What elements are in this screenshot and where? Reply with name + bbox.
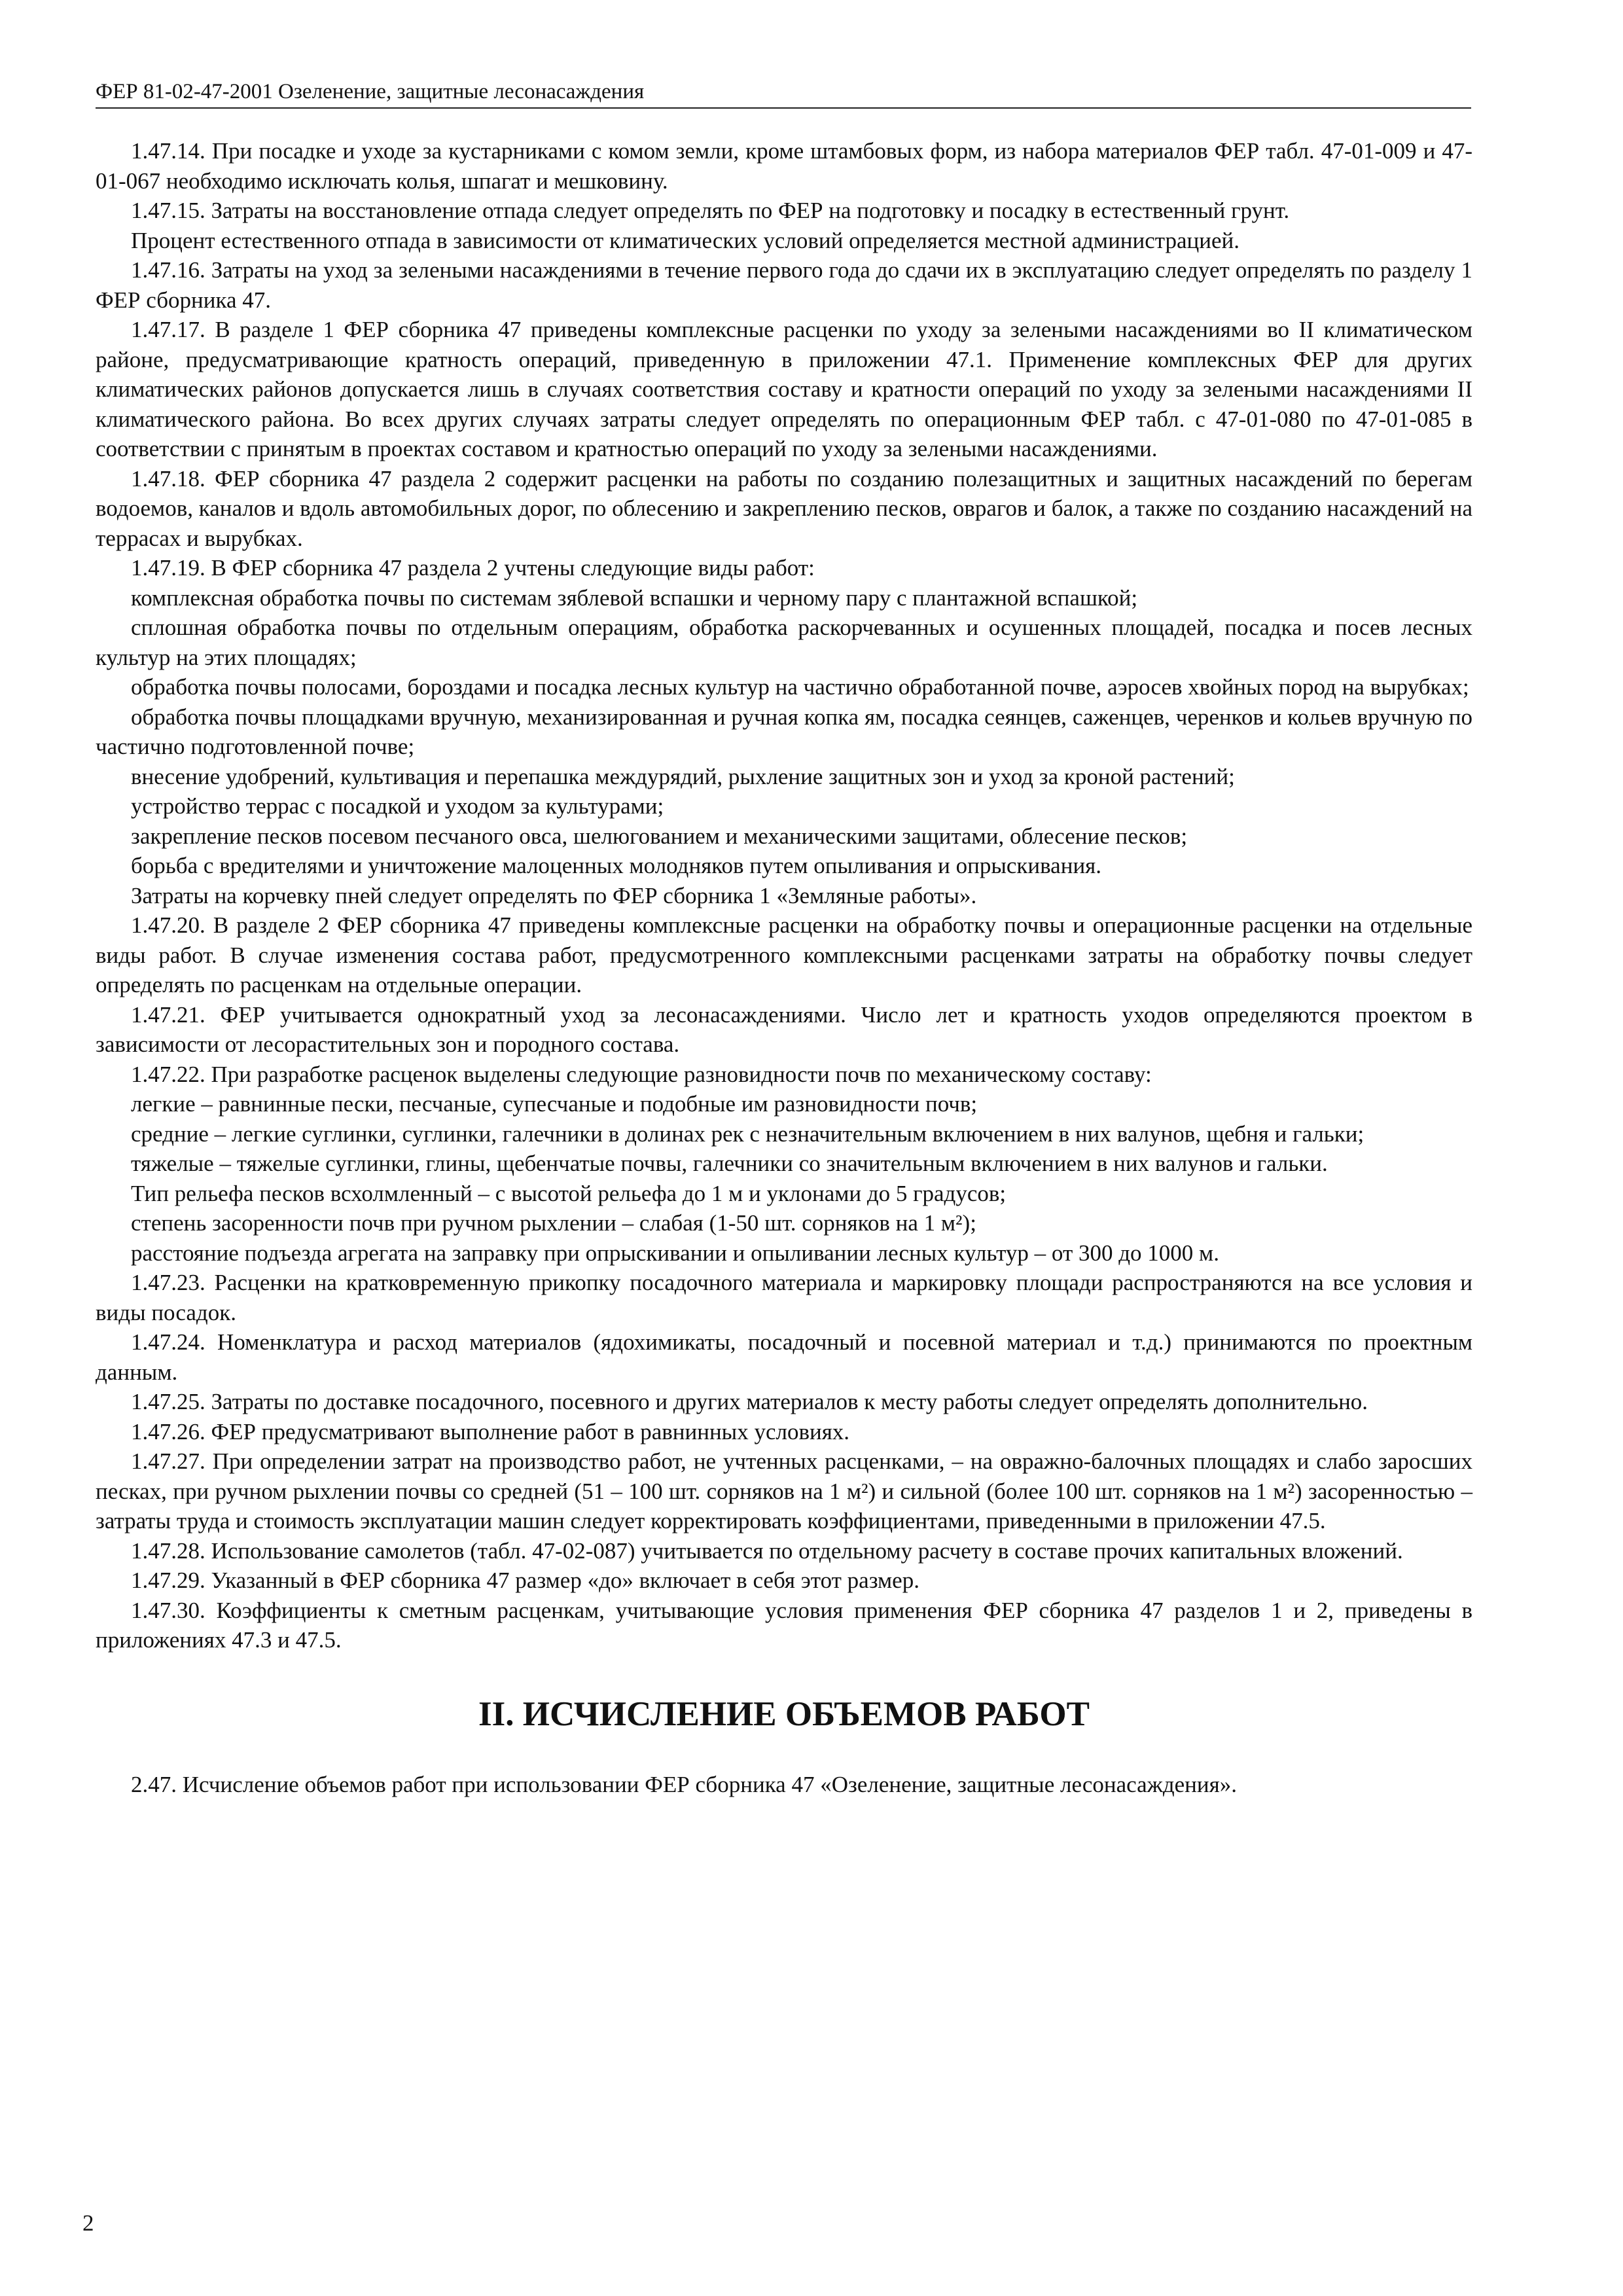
paragraph: 1.47.14. При посадке и уходе за кустарниками с комом земли, кроме штамбовых форм, из набора материалов ФЕР табл. 47-01-009 и 47-01-067 необходимо исключать колья, шпагат и мешковину.: [96, 138, 1472, 194]
paragraph: легкие – равнинные пески, песчаные, супесчаные и подобные им разновидности почв;: [131, 1091, 978, 1117]
page-number: 2: [82, 2210, 94, 2236]
paragraph: степень засоренности почв при ручном рыхлении – слабая (1-50 шт. сорняков на 1 м²);: [131, 1210, 976, 1236]
paragraph: 1.47.21. ФЕР учитывается однократный уход за лесонасаждениями. Число лет и кратность уходов определяются проектом в зависимости от лесорастительных зон и породного состава.: [96, 1001, 1472, 1057]
paragraph: 1.47.29. Указанный в ФЕР сборника 47 размер «до» включает в себя этот размер.: [131, 1568, 919, 1593]
paragraph: 1.47.23. Расценки на кратковременную прикопку посадочного материала и маркировку площади распространяются на все условия и виды посадок.: [96, 1270, 1472, 1325]
paragraph: 1.47.18. ФЕР сборника 47 раздела 2 содержит расценки на работы по созданию полезащитных и защитных насаждений по берегам водоемов, каналов и вдоль автомобильных дорог, по облесению и закреплению песков, оврагов и балок, а также по созданию насаждений на террасах и вырубках.: [96, 465, 1472, 551]
paragraph: расстояние подъезда агрегата на заправку при опрыскивании и опыливании лесных культур – от 300 до 1000 м.: [131, 1240, 1219, 1266]
page-header: ФЕР 81-02-47-2001 Озеленение, защитные лесонасаждения: [96, 77, 1471, 109]
paragraph: Затраты на корчевку пней следует определять по ФЕР сборника 1 «Земляные работы».: [131, 882, 977, 908]
paragraph: обработка почвы полосами, бороздами и посадка лесных культур на частично обработанной почве, аэросев хвойных пород на вырубках;: [131, 674, 1469, 700]
section-title: II. ИСЧИСЛЕНИЕ ОБЪЕМОВ РАБОТ: [478, 1695, 1090, 1733]
paragraph: 1.47.27. При определении затрат на производство работ, не учтенных расценками, – на овражно-балочных площадях и слабо заросших песках, при ручном рыхлении почвы со средней (51 – 100 шт. сорняков на 1 м²) и сильной (более 100 шт. сорняков на 1 м²) засоренностью –затраты труда и стоимость эксплуатации машин следует корректировать коэффициентами, приведенными в приложении 47.5.: [96, 1448, 1472, 1534]
paragraph: 1.47.17. В разделе 1 ФЕР сборника 47 приведены комплексные расценки по уходу за зелеными насаждениями во II климатическом районе, предусматривающие кратность операций, приведенную в приложении 47.1. Применение комплексных ФЕР для других климатических районов допускается лишь в случаях соответствия составу и кратности операций по уходу за зелеными насаждениями II климатического района. Во всех других случаях затраты следует определять по операционным ФЕР табл. с 47-01-080 по 47-01-085 в соответствии с принятым в проектах составом и кратностью операций по уходу за зелеными насаждениями.: [96, 317, 1472, 461]
paragraph: 1.47.25. Затраты по доставке посадочного, посевного и других материалов к месту работы следует определять дополнительно.: [131, 1389, 1368, 1414]
paragraph: 1.47.19. В ФЕР сборника 47 раздела 2 учтены следующие виды работ:: [131, 555, 815, 581]
paragraph: 1.47.15. Затраты на восстановление отпада следует определять по ФЕР на подготовку и посадку в естественный грунт.: [131, 198, 1290, 223]
paragraph: устройство террас с посадкой и уходом за культурами;: [131, 793, 664, 819]
paragraph: 1.47.28. Использование самолетов (табл. 47-02-087) учитывается по отдельному расчету в составе прочих капитальных вложений.: [131, 1537, 1403, 1564]
paragraph: 1.47.30. Коэффициенты к сметным расценкам, учитывающие условия применения ФЕР сборника 47 разделов 1 и 2, приведены в приложениях 47.3 и 47.5.: [96, 1597, 1472, 1653]
paragraph: закрепление песков посевом песчаного овса, шелюгованием и механическими защитами, облесение песков;: [131, 823, 1188, 849]
paragraph: Тип рельефа песков всхолмленный – с высотой рельефа до 1 м и уклонами до 5 градусов;: [131, 1180, 1007, 1206]
paragraph: 1.47.22. При разработке расценок выделены следующие разновидности почв по механическому составу:: [131, 1061, 1152, 1087]
section-paragraph: 2.47. Исчисление объемов работ при использовании ФЕР сборника 47 «Озеленение, защитные лесонасаждения».: [131, 1771, 1237, 1797]
paragraph: 1.47.20. В разделе 2 ФЕР сборника 47 приведены комплексные расценки на обработку почвы и операционные расценки на отдельные виды работ. В случае изменения состава работ, предусмотренного комплексными расценками затраты на обработку почвы следует определять по расценкам на отдельные операции.: [96, 912, 1472, 997]
paragraph: 1.47.26. ФЕР предусматривают выполнение работ в равнинных условиях.: [131, 1418, 850, 1444]
paragraph: комплексная обработка почвы по системам зяблевой вспашки и черному пару с плантажной вспашкой;: [131, 584, 1138, 611]
paragraph: сплошная обработка почвы по отдельным операциям, обработка раскорчеванных и осушенных площадей, посадка и посев лесных культур на этих площадях;: [96, 615, 1472, 670]
paragraph: внесение удобрений, культивация и перепашка междурядий, рыхление защитных зон и уход за кроной растений;: [131, 763, 1235, 789]
paragraph: Процент естественного отпада в зависимости от климатических условий определяется местной администрацией.: [131, 227, 1240, 253]
paragraph: 1.47.16. Затраты на уход за зелеными насаждениями в течение первого года до сдачи их в эксплуатацию следует определять по разделу 1 ФЕР сборника 47.: [96, 257, 1472, 313]
document-body: [96, 136, 1472, 1799]
paragraph: средние – легкие суглинки, суглинки, галечники в долинах рек с незначительным включением в них валунов, щебня и гальки;: [131, 1121, 1364, 1147]
paragraph: обработка почвы площадками вручную, механизированная и ручная копка ям, посадка сеянцев, саженцев, черенков и кольев вручную по частично подготовленной почве;: [96, 704, 1472, 759]
paragraph: борьба с вредителями и уничтожение малоценных молодняков путем опыливания и опрыскивания.: [131, 853, 1102, 878]
paragraph: 1.47.24. Номенклатура и расход материалов (ядохимикаты, посадочный и посевной материал и т.д.) принимаются по проектным данным.: [96, 1329, 1472, 1385]
paragraph-list: [96, 136, 1472, 1655]
paragraph: тяжелые – тяжелые суглинки, глины, щебенчатые почвы, галечники со значительным включением в них валунов и гальки.: [131, 1151, 1328, 1176]
